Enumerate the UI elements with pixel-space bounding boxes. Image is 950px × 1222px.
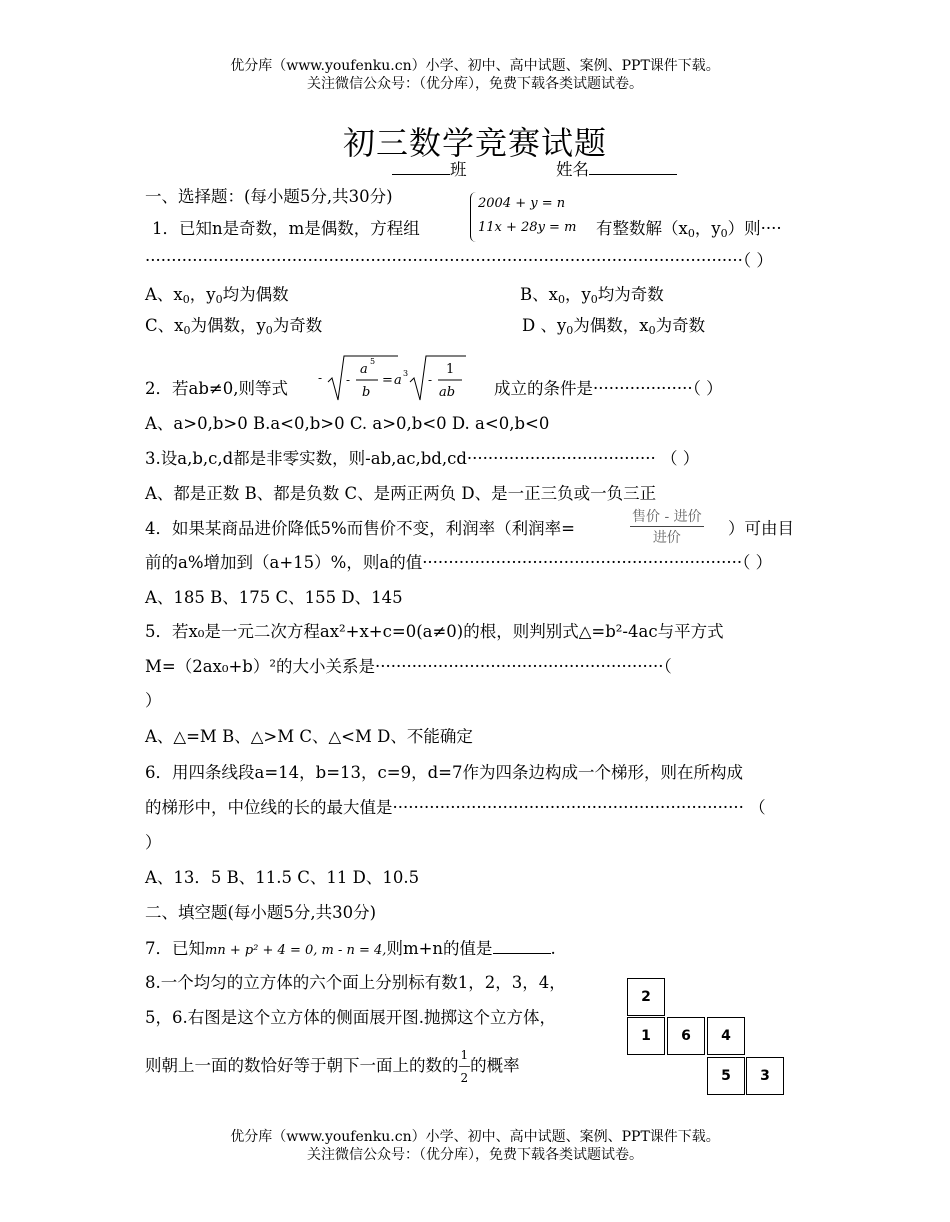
q4-fraction bbox=[630, 506, 704, 547]
q4-line2: 前的a%增加到（a+15）%，则a的值·····························································（ ） bbox=[145, 553, 773, 572]
svg-text:-: - bbox=[318, 371, 323, 385]
q5-line3: ） bbox=[145, 691, 162, 710]
q2-frac2-num: 1 bbox=[446, 362, 455, 377]
header-line-1: 优分库（www.youfenku.cn）小学、初中、高中试题、案例、PPT课件下载。 bbox=[230, 58, 720, 74]
q8-frac-num: 1 bbox=[459, 1044, 471, 1067]
net-cell-2: 2 bbox=[627, 978, 665, 1016]
q4-frac-den: 进价 bbox=[652, 530, 681, 546]
q7-answer-blank bbox=[493, 937, 551, 954]
q8-line2: 5，6.右图是这个立方体的侧面展开图.抛掷这个立方体， bbox=[145, 1008, 556, 1027]
svg-text:=: = bbox=[382, 373, 393, 388]
svg-text:a: a bbox=[394, 373, 402, 388]
net-cell-6: 6 bbox=[667, 1017, 705, 1055]
name-blank bbox=[589, 158, 677, 175]
q5-options: A、△=M B、△>M C、△<M D、不能确定 bbox=[145, 727, 473, 746]
q8-fraction bbox=[459, 1044, 471, 1089]
net-cell-3: 3 bbox=[746, 1057, 784, 1095]
q2-radical-formula bbox=[318, 352, 468, 404]
header-line-2: 关注微信公众号：（优分库），免费下载各类试题试卷。 bbox=[307, 76, 643, 92]
q7-text-b: 则m+n的值是 bbox=[386, 939, 493, 958]
net-cell-1: 1 bbox=[627, 1017, 665, 1055]
q4-text-a: 4．如果某商品进价降低5%而售价不变，利润率（利润率= bbox=[145, 519, 575, 538]
q4-text-b: ）可由目 bbox=[728, 519, 794, 538]
q8-line3b: 的概率 bbox=[470, 1056, 520, 1075]
section2-heading: 二、填空题(每小题5分,共30分) bbox=[145, 903, 377, 922]
q7-math: mn + p² + 4 = 0, m - n = 4, bbox=[205, 943, 387, 958]
q6-line1: 6．用四条线段a=14，b=13，c=9，d=7作为四条边构成一个梯形，则在所构成 bbox=[145, 763, 743, 782]
q6-options: A、13．5 B、11.5 C、11 D、10.5 bbox=[145, 868, 420, 887]
q1-option-a: A、$x_0$，$y_0$均为偶数 bbox=[145, 285, 289, 306]
q8-line3a: 则朝上一面的数恰好等于朝下一面上的数的 bbox=[145, 1056, 459, 1075]
q7-text-a: 7．已知 bbox=[145, 939, 205, 958]
class-blank bbox=[392, 158, 450, 175]
q8-line1: 8.一个均匀的立方体的六个面上分别标有数1，2，3，4， bbox=[145, 973, 566, 992]
q1-eq1: 2004 + y = n bbox=[478, 196, 566, 211]
name-label: 姓名 bbox=[556, 160, 589, 179]
q7-line bbox=[145, 937, 556, 962]
net-cell-4: 4 bbox=[707, 1017, 745, 1055]
q1-eq2: 11x + 28y = m bbox=[478, 220, 577, 235]
class-field bbox=[392, 158, 467, 181]
svg-text:-: - bbox=[346, 373, 351, 387]
q1-option-c: C、$x_0$为偶数，$y_0$为奇数 bbox=[145, 316, 323, 337]
q1-option-d: D 、$y_0$为偶数，$x_0$为奇数 bbox=[522, 316, 706, 337]
q5-line2: M=（2ax₀+b）²的大小关系是·······················································（ bbox=[145, 657, 672, 676]
q4-frac-num: 售价 - 进价 bbox=[630, 506, 704, 527]
page-title: 初三数学竞赛试题 bbox=[342, 124, 607, 162]
class-label: 班 bbox=[450, 160, 467, 179]
q2-frac1-num: a bbox=[360, 362, 368, 377]
q2-options: A、a>0,b>0 B.a<0,b>0 C. a>0,b<0 D. a<0,b<0 bbox=[145, 414, 550, 433]
q3-options: A、都是正数 B、都是负数 C、是两正两负 D、是一正三负或一负三正 bbox=[145, 484, 657, 503]
svg-text:3: 3 bbox=[403, 369, 409, 378]
q7-text-c: . bbox=[550, 939, 556, 958]
q6-line2: 的梯形中，中位线的长的最大值是··································································· （ bbox=[145, 798, 766, 817]
q2-frac2-den: ab bbox=[439, 385, 456, 400]
q6-line3: ） bbox=[145, 833, 162, 852]
q2-text-a: 2．若ab≠0,则等式 bbox=[145, 379, 288, 398]
q8-frac-den: 2 bbox=[460, 1071, 469, 1085]
q2-text-b: 成立的条件是···················（ ） bbox=[494, 379, 723, 398]
name-field bbox=[556, 158, 677, 181]
svg-text:5: 5 bbox=[370, 357, 376, 366]
footer-line-1: 优分库（www.youfenku.cn）小学、初中、高中试题、案例、PPT课件下载。 bbox=[230, 1129, 720, 1145]
q1-text-a: 1．已知n是奇数，m是偶数，方程组 bbox=[152, 219, 420, 238]
q2-equation bbox=[318, 352, 468, 404]
q1-option-b: B、$x_0$，$y_0$均为奇数 bbox=[520, 285, 664, 306]
q2-frac1-den: b bbox=[362, 385, 371, 400]
footer-line-2: 关注微信公众号：（优分库），免费下载各类试题试卷。 bbox=[307, 1147, 643, 1163]
net-cell-5: 5 bbox=[707, 1057, 745, 1095]
q5-line1: 5．若x₀是一元二次方程ax²+x+c=0(a≠0)的根，则判别式△=b²-4ac与平方式 bbox=[145, 622, 724, 641]
q4-options: A、185 B、175 C、155 D、145 bbox=[145, 588, 403, 607]
section1-heading: 一、选择题：(每小题5分,共30分) bbox=[145, 187, 393, 206]
q3-text: 3.设a,b,c,d都是非零实数，则-ab,ac,bd,cd···································· （ ） bbox=[145, 449, 700, 468]
q1-text-b: 有整数解（$x_0$，$y_0$）则···· bbox=[596, 219, 782, 240]
q8-line3 bbox=[145, 1044, 520, 1089]
svg-text:-: - bbox=[428, 373, 433, 387]
q1-answer-dots: ··················································································································（ ） bbox=[145, 251, 773, 270]
